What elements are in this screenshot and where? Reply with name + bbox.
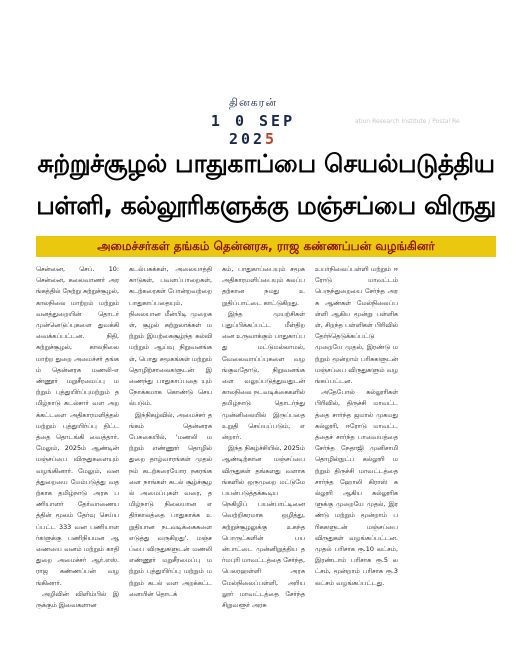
column-paragraph: அதேபோல் கல்லூரிகள் பிரிவில், திருச்சி மாவட்டத்தை சார்ந்த ஜமால் முகமது கல்லூரி, ஈரோடு மாவட்டத்தைச் சார்ந்த பாவையத்தை சேர்ந்த நேதாஜி முனிசாமி தொழில்நுட்ப கல்லூரி மற்றும் திருச்சி மாவட்டத்தை சார்ந்த ஹோலி கிராஸ் கல்லூரி ஆகிய கல்லூரிகளுக்கு முறையே முதல், இரண்டு மற்றும் மூன்றாம் பரிசுகளுடன் மஞ்சப்பை விருதுகள் வழங்கப்பட்டன. முதல் பரிசாக ரூ.10 லட்சம், இரண்டாம் பரிசாக ரூ.5 லட்சம், மூன்றாம் பரிசாக ரூ.3 லட்சம் வழங்கப்பட்டது. [315,388,398,587]
date-stamp-main: 1 0 SEP 202 [210,112,296,148]
column-paragraph: இந்த முயற்சிகள் புதுப்பிக்கப்பட்ட மீள்திறனை உருவாக்கும் பாதுகாப்பது மட்டுமல்லாமல், வேலைவாய்ப்புகளை வழங்குவதோடு, நிறுவனங்களை வலுப்படுத்துவதுடன் காலநிலை நடவடிக்கைகளில் தமிழ்நாடு தொடர்ந்து முன்னிலையில் இருப்பதை உறுதி செய்யப்படும், என்றார். [222,309,305,442]
headline-line-2: பள்ளி, கல்லூரிகளுக்கு மஞ்சப்பை விருது [36,191,496,220]
article-body [36,264,496,610]
faint-bleed-text: ation Research Institute / Postal Re [355,118,460,125]
subheadline-bar: அமைச்சர்கள் தங்கம் தென்னரசு, ராஜ கண்ணப்பன் வழங்கினர் [36,236,496,257]
article-column-4 [315,264,398,594]
column-paragraph: கம், பாதுகாப்பையும் சமூக அதிகாரமளிப்பையும் கலப்பதற்கான நமது உறுதிப்பாட்டை காட்டுகிறது. [222,265,305,307]
column-paragraph: சென்னை, செப். 10: சென்னை, கலைவாணர் அரங்கத்தில் நேற்று சுற்றுச்சூழல், காலநிலை மாற்றம் மற்றும் வனத்துறையின் தொடர் முன்னெடுப்புகளை துவக்கி வைக்கப்பட்டன. நிதி, சுற்றுச்சூழல், காலநிலை மாற்ற துறை அமைச்சர் தங்கம் தென்னரசு மணலி-எண்ணூர் மறுசீரமைப்பு மற்றும் புத்துயிர்ப்புமற்றும் தமிழ்நாடு கடல்சார் வள அறக்கட்டளை அதிகாரமளித்தல் மற்றும் புத்துயிர்ப்பு திட்டத்தை தொடங்கி வைத்தார். மேலும், 2025ம் ஆண்டின் மஞ்சப்பை விருதுகளையும் வழங்கினார். மேலும், வனத்துறையை மேம்படுத்து வதற்காக தமிழ்நாடு அரசு பணியாளர் தேர்வாணையத்தின் மூலம் தேர்வு செய்யப்பட்ட 333 வன பணியாளர்களுக்கு பணிநியமன ஆணையை வனம் மற்றும் காதி துறை அமைச்சர் ஆர்.எஸ்.ராஜ கண்ணப்பன் வழங்கினார். [36,265,119,587]
newspaper-masthead [193,96,313,148]
column-paragraph: அழிவின் விளிம்பில் இருக்கும் இவைகளான [36,589,119,610]
article-column-3 [222,264,305,610]
date-stamp [193,112,313,148]
column-paragraph: கடல்பசுக்கள், அலையாத்தி காடுகள், பவளப்பாறைகள், கடற்கரைகள் போன்றவற்றை பாதுகாப்பதையும், நிலையான மீன்பிடி முறைகள், சூழல் சுற்றுலாக்கள் மற்றும் இயற்கைசூழ்ந்த கல்வி மற்றும் ஆய்வு நிறுவனங்கள், பொது சமூகங்கள் மற்றும் தொழிற்சாலைகளுடன் இணைந்து பாதுகாப்பதை யும் நோக்கமாக கொண்டு செயல்படும். [129,265,212,408]
headline-line-1: சுற்றுச்சூழல் பாதுகாப்பை செயல்படுத்திய [37,149,495,178]
column-paragraph: இந்நிகழ்வில், அமைச்சர் தங்கம் தென்னரசு பேசுகையில், 'மணலி மற்றும் எண்ணூர் தொழில் துறை தாழ்வாரங்கள் முதல் நம் கடற்கரையோர நகரங்களை நாங்கள் கடல் சூழ்ச்சூழல் அமைப்புகள் வரை, தமிழ்நாடு நிலையான எதிர்காலத்தை பாதுகாக்க உறுதியான நடவடிக்கைகளை எடுத்து வருகிறது'. மஞ்சப்பை விருதுகளுடன் மணலி எண்ணூர் மறுசீரமைப்பு மற்றும் புத்துயிர்ப்பு மற்றும் மற்றும் கடல் வள அறக்கட்டளையின் தொடக் [129,410,212,598]
column-paragraph: இந்த நிகழ்ச்சியில், 2025ம் ஆண்டிற்கான மஞ்சப்பை விருதுகள் தங்களது வளாகங்களில் ஒருமுறை மட்டுமே பயன்படுத்தக்கூடிய நெகிழிப் பயன்பாட்டினை வெற்றிகரமாக ஒழித்து, சுற்றுச்சூழலுக்கு உகந்த பொருட்களின் பயன்பாட்டை முன்னிறுத்திய தர்மபுரி மாவட்டத்தை சேர்ந்த, பெலரஹள்ளி அரசு மேல்நிலைப்பள்ளி, அரியலூர் மாவட்டத்தை சேர்ந்த சிறுவளூர் அரசு [222,444,305,610]
article-column-1 [36,264,119,610]
article-column-2 [129,264,212,598]
column-paragraph: உயர்நிலைப்பள்ளி மற்றும் ஈரோடு மாவட்டம் பெருந்துறையை சேர்ந்த அரசு ஆண்கள் மேல்நிலைப்பள்ளி ஆகிய மூன்று பள்ளிகள், சிறந்த பள்ளிகள் பிரிவில் தேர்ந்தெடுக்கப்பட்டு முறையே முதல், இரண்டு மற்றும் மூன்றாம் பரிசுகளுடன் மஞ்சப்பை விருதுகளும் வழங்கப்பட்டன. [315,265,398,386]
date-stamp-year-digit: 5 [265,130,278,148]
newspaper-name: தினகரன் [228,96,278,109]
